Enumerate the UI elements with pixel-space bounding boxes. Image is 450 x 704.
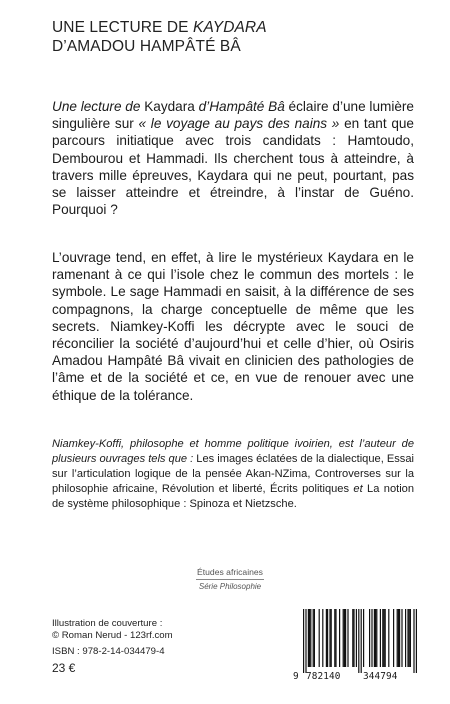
series-label	[170, 567, 290, 591]
barcode-bar	[310, 609, 311, 667]
barcode-bar	[313, 609, 314, 667]
title-italic-word: KAYDARA	[193, 19, 267, 36]
barcode-bar	[343, 609, 344, 667]
barcode-bar	[303, 609, 304, 673]
p1-kaydara: Kaydara	[140, 99, 199, 114]
bio-conjunction: et	[353, 483, 363, 496]
bio-works-end: La notion de système philosophique : Spinoza et Nietzsche.	[52, 483, 415, 511]
title-prefix: UNE LECTURE DE	[52, 19, 194, 36]
barcode-bar	[409, 609, 410, 667]
barcode-bar	[334, 609, 335, 667]
barcode-bar	[335, 609, 336, 667]
series-subseries: Série Philosophie	[198, 582, 262, 591]
price-text: 23 €	[52, 661, 76, 675]
barcode-bar	[347, 609, 348, 667]
p1-text: éclaire d’une lumière singulière sur	[52, 99, 414, 132]
title-line-2: D’AMADOU HAMPÂTÉ BÂ	[52, 38, 241, 55]
barcode-bar	[393, 609, 394, 667]
barcode-bar	[407, 609, 408, 667]
barcode-bar	[413, 609, 414, 673]
barcode-bar	[309, 609, 310, 667]
barcode-right-group: 344794	[363, 671, 398, 682]
barcode-bar	[319, 609, 320, 667]
barcode-bar	[416, 609, 417, 673]
barcode-bar	[374, 609, 375, 667]
barcode-left-group: 782140	[306, 671, 341, 682]
bio-works: Les images éclatées de la dialectique, Essai sur l’articulation logique de la pensée Akan-NZima, Controverses sur la philosophie africaine, Révolution et liberté, Écrits politiques	[52, 453, 414, 496]
barcode-bar	[376, 609, 377, 667]
barcode-bar	[382, 609, 383, 667]
barcode-first-digit: 9	[293, 671, 299, 682]
barcode-bar	[305, 609, 306, 673]
bio-description: , philosophe et homme politique ivoirien, est l’auteur de plusieurs ouvrages tels que :	[52, 438, 414, 466]
isbn-text: ISBN : 978-2-14-034479-4	[52, 646, 165, 657]
barcode-bars	[293, 607, 421, 673]
p1-text-end: en tant que parcours initiatique avec trois candidats : Hamtoudo, Dembourou et Hammadi. Ils cherchent tous à atteindre, à travers mille épreuves, Kaydara qui ne peut, pourtant, pas se laisser atteindre et étreindre, à l’instar de Guéno. Pourquoi ?	[52, 116, 414, 218]
p1-italic-author: d’Hampâté Bâ	[198, 99, 285, 114]
barcode-bar	[329, 609, 330, 667]
title-line-1	[52, 18, 267, 37]
barcode-bar	[345, 609, 346, 667]
barcode-bar	[326, 609, 327, 667]
barcode-bar	[322, 609, 323, 667]
barcode-bar	[327, 609, 328, 667]
p1-italic-lead: Une lecture de	[52, 99, 141, 114]
barcode-bar	[371, 609, 372, 667]
barcode-bar	[344, 609, 345, 667]
barcode-bar	[399, 609, 400, 667]
author-bio	[52, 437, 414, 512]
barcode-bar	[380, 609, 381, 667]
book-title	[52, 18, 267, 56]
barcode-bar	[397, 609, 398, 667]
barcode-bar	[352, 609, 353, 667]
summary-paragraph-2: L’ouvrage tend, en effet, à lire le mystérieux Kaydara en le ramenant à ce qui l’isole chez le commun des mortels : le symbole. Le sage Hammadi en saisit, à la différence de ses compagnons, la charge conceptuelle de même que les secrets. Niamkey-Koffi les décrypte avec le souci de réconcilier la société d’aujourd’hui et celle d’hier, où Osiris Amadou Hampâté Bâ vivait en clinicien des pathologies de l’âme et de la société et ce, en vue de renouer avec une éthique de la tolérance.	[52, 250, 414, 403]
barcode-bar	[314, 609, 315, 667]
p1-italic-quote: « le voyage au pays des nains »	[138, 116, 340, 132]
summary-paragraph-1	[52, 98, 414, 218]
barcode-bar	[358, 609, 359, 673]
barcode	[293, 607, 421, 685]
barcode-bar	[339, 609, 340, 667]
barcode-bar	[388, 609, 389, 667]
barcode-bar	[353, 609, 354, 667]
bio-author-name: Niamkey-Koffi	[52, 438, 122, 450]
barcode-bar	[410, 609, 411, 667]
barcode-bar	[375, 609, 376, 667]
barcode-bar	[385, 609, 386, 667]
barcode-bar	[401, 609, 402, 667]
barcode-bar	[308, 609, 309, 667]
barcode-bar	[398, 609, 399, 667]
barcode-bar	[405, 609, 406, 667]
barcode-bar	[356, 609, 357, 667]
series-collection: Études africaines	[197, 567, 263, 577]
barcode-bar	[363, 609, 364, 667]
series-divider	[196, 579, 264, 580]
barcode-bar	[331, 609, 332, 667]
credit-line-2: © Roman Nerud - 123rf.com	[52, 630, 173, 641]
cover-credit	[52, 618, 173, 642]
barcode-bar	[383, 609, 384, 667]
barcode-bar	[369, 609, 370, 667]
barcode-bar	[361, 609, 362, 673]
credit-line-1: Illustration de couverture :	[52, 618, 163, 629]
